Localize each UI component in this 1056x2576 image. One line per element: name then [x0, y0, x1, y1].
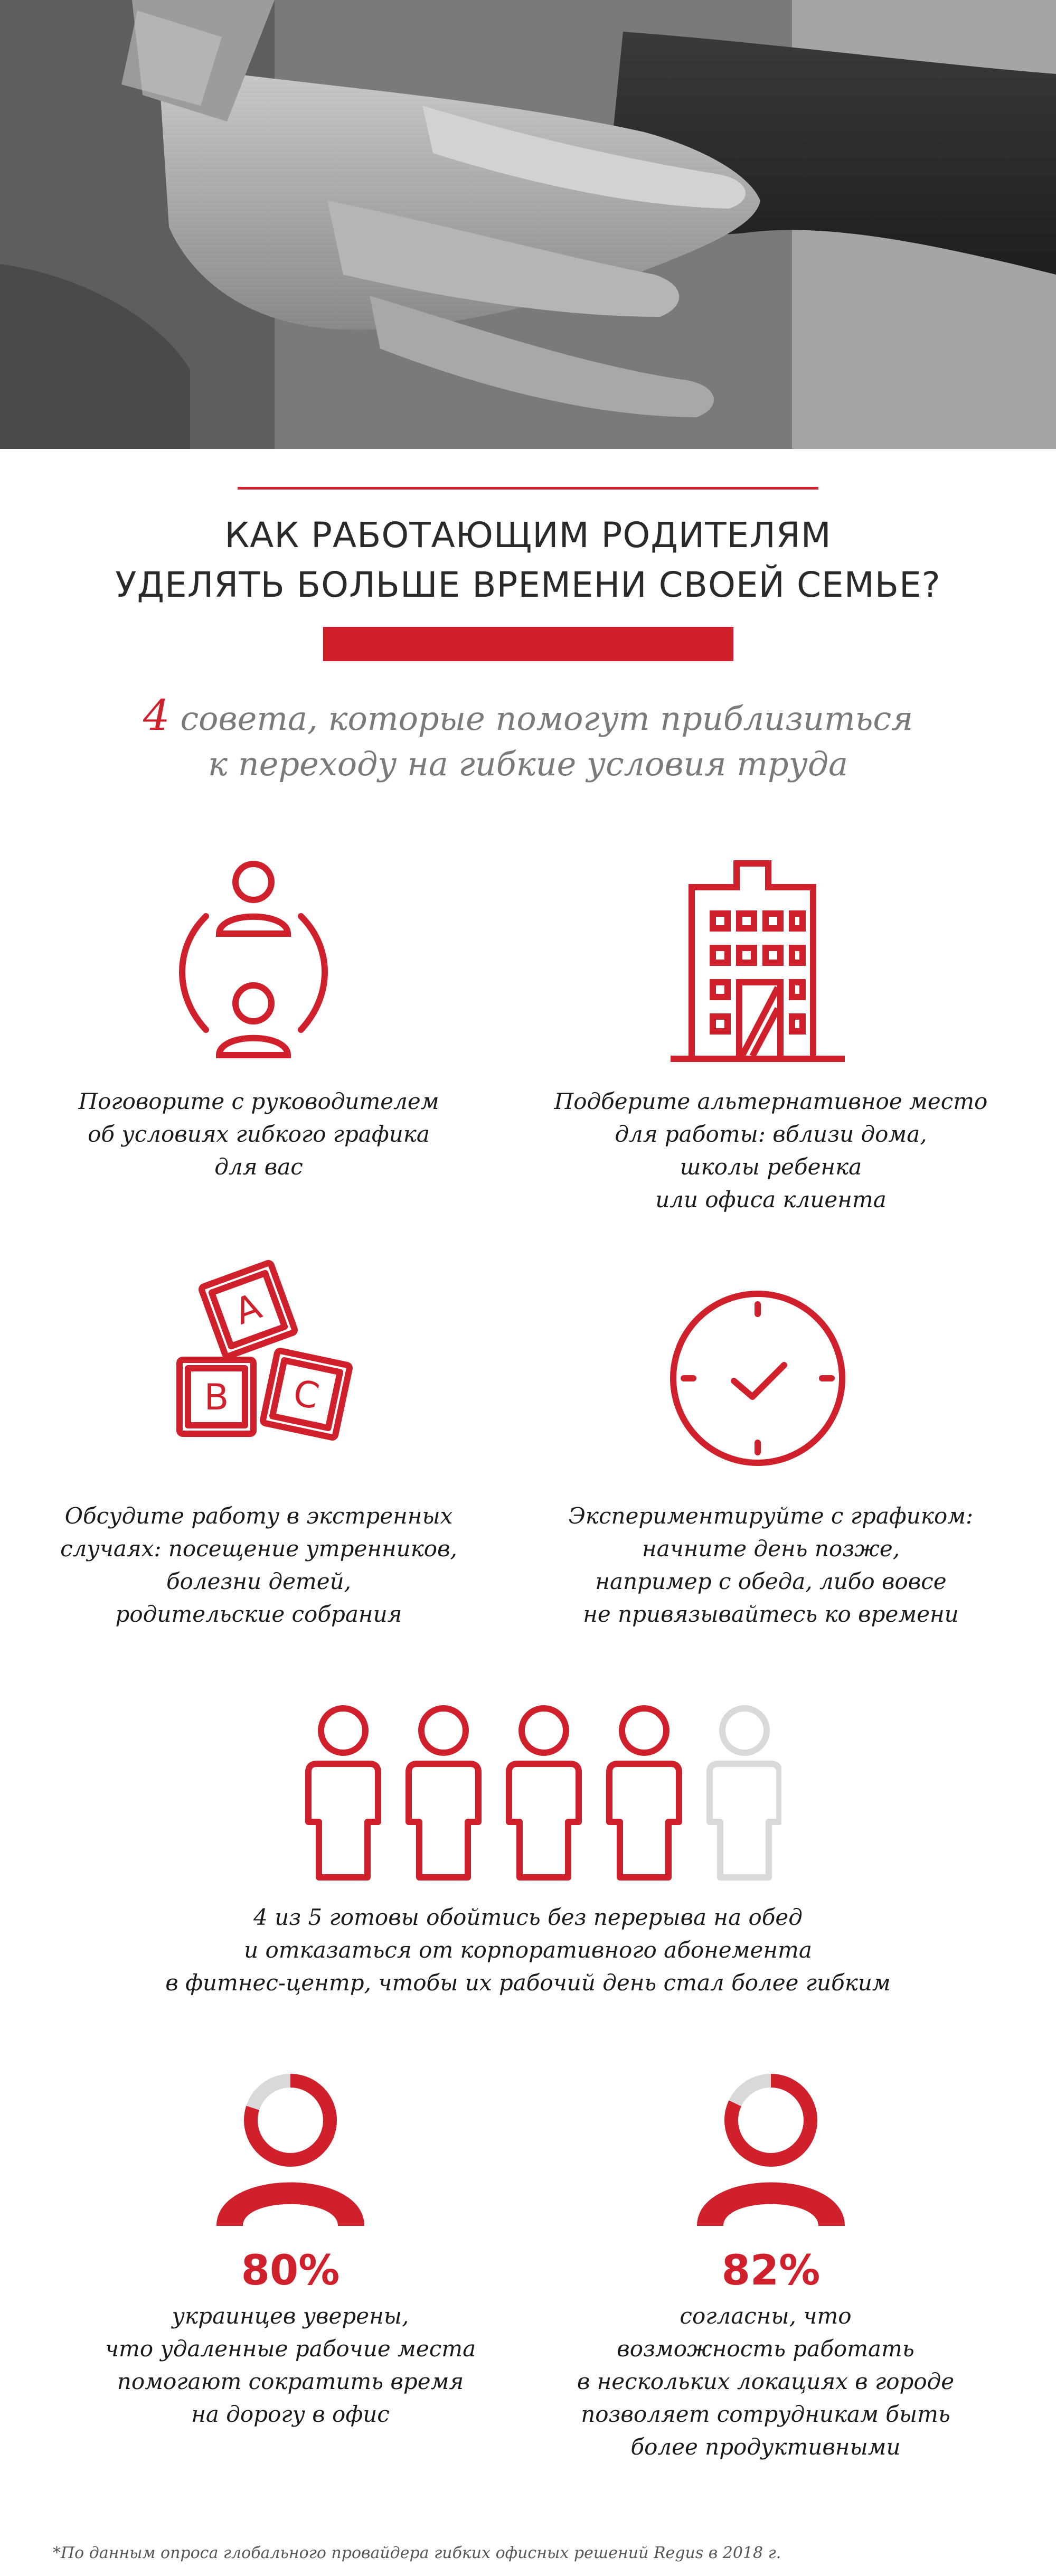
- abc-blocks-icon: [169, 1252, 391, 1473]
- tip-2-text: Подберите альтернативное место для работы: вблизи дома, школы ребенка или офиса клиента: [554, 1088, 988, 1212]
- stat-1-gauge: [190, 2067, 391, 2236]
- conversation-people-icon: [169, 850, 348, 1072]
- block-letter-b: B: [204, 1377, 229, 1418]
- title-top-rule: [238, 487, 818, 490]
- office-building-icon: [663, 855, 853, 1067]
- person-figure: [710, 1708, 779, 1877]
- person-figure: [609, 1708, 679, 1877]
- stacked-hands-image: [0, 0, 1056, 449]
- tip-4-text: Экспериментируйте с графиком: начните день позже, например с обеда, либо вовсе не привязывайтесь ко времени: [568, 1503, 974, 1627]
- subtitle: [0, 693, 1056, 787]
- page-title-line-1: КАК РАБОТАЮЩИМ РОДИТЕЛЯМ: [224, 515, 832, 556]
- stat-2-text: согласны, что возможность работать в нескольких локациях в городе позволяет сотрудникам быть более продуктивными: [577, 2303, 955, 2460]
- tip-3-text: Обсудите работу в экстренных случаях: посещение утренников, болезни детей, родительские собрания: [60, 1503, 457, 1627]
- block-letter-a: A: [229, 1285, 267, 1333]
- subtitle-number: 4: [143, 691, 170, 740]
- stat-1-text: украинцев уверены, что удаленные рабочие места помогают сократить время на дорогу в офис: [105, 2303, 476, 2427]
- clock-check-icon: [668, 1289, 847, 1468]
- subtitle-line-2: к переходу на гибкие условия труда: [208, 745, 848, 783]
- title-bottom-bar: [323, 627, 733, 661]
- people-figures: [296, 1703, 781, 1883]
- stat-2-person-shoulders: [697, 2183, 845, 2226]
- tip-1-text: Поговорите с руководителем об условиях гибкого графика для вас: [78, 1088, 439, 1180]
- stat-2-gauge: [671, 2067, 871, 2236]
- stat-1-person-shoulders: [216, 2183, 364, 2226]
- stat-2-percent: 82%: [721, 2247, 821, 2295]
- people-row: [296, 1703, 781, 1883]
- person-figure: [308, 1708, 378, 1877]
- person-figure: [509, 1708, 579, 1877]
- footnote: *По данным опроса глобального провайдера гибких офисных решений Regus в 2018 г.: [53, 2544, 781, 2562]
- stat-1-percent: 80%: [241, 2247, 340, 2295]
- hero-photo: [0, 0, 1056, 449]
- page-title-line-2: УДЕЛЯТЬ БОЛЬШЕ ВРЕМЕНИ СВОЕЙ СЕМЬЕ?: [115, 565, 941, 605]
- person-figure: [409, 1708, 478, 1877]
- subtitle-line-1: совета, которые помогут приблизиться: [169, 699, 913, 738]
- page-title: [0, 511, 1056, 610]
- block-letter-c: C: [289, 1371, 323, 1418]
- people-stat-text: 4 из 5 готовы обойтись без перерыва на обед и отказаться от корпоративного абонемента в фитнес-центр, чтобы их рабочий день стал более гибким: [165, 1904, 891, 1996]
